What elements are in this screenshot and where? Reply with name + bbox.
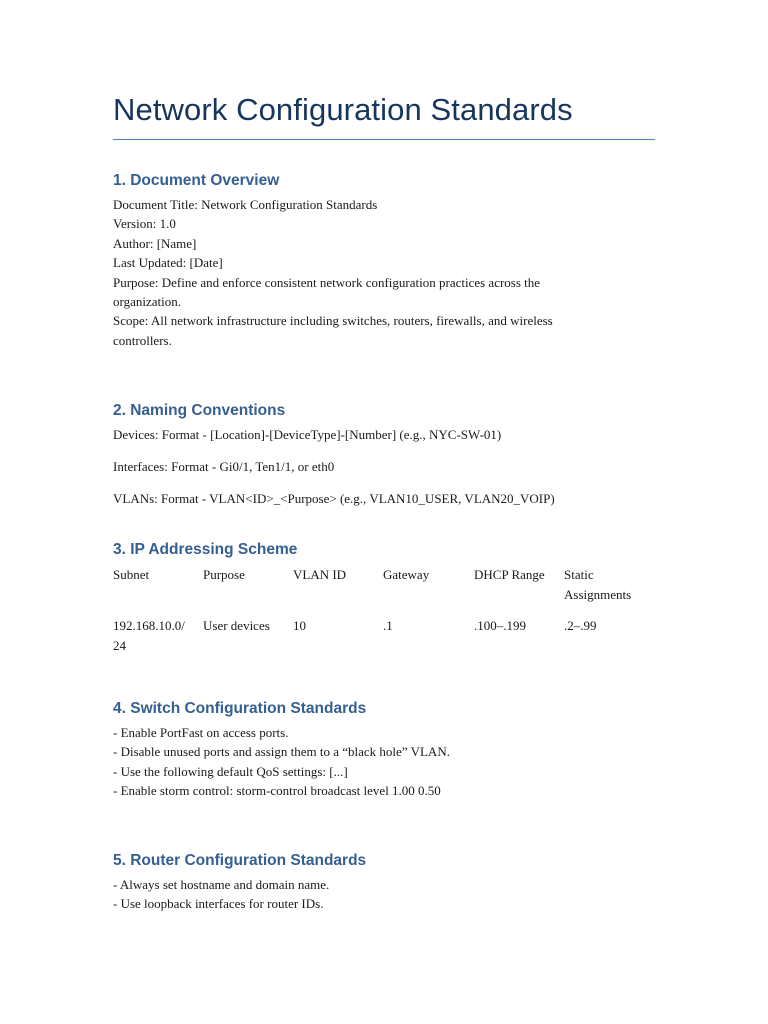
list-item: - Enable PortFast on access ports.	[113, 725, 289, 740]
table-header-cell: DHCP Range	[474, 567, 545, 582]
overview-line: Version: 1.0	[113, 216, 176, 232]
list-item: - Enable storm control: storm-control broadcast level 1.00 0.50	[113, 783, 441, 799]
section-heading-switch: 4. Switch Configuration Standards	[113, 700, 367, 717]
table-header-cell: Subnet	[113, 567, 150, 582]
table-header-cell: VLAN ID	[293, 567, 347, 582]
table-cell: 192.168.10.0/24	[113, 618, 185, 653]
overview-line: Document Title: Network Configuration Standards	[113, 197, 378, 212]
naming-interfaces: Interfaces: Format - Gi0/1, Ten1/1, or eth0	[113, 459, 335, 474]
overview-block	[113, 195, 658, 350]
list-item: - Use the following default QoS settings: [...]	[113, 763, 348, 779]
section-heading-ip: 3. IP Addressing Scheme	[113, 541, 298, 558]
table-cell: .1	[383, 618, 393, 633]
section-heading-router: 5. Router Configuration Standards	[113, 852, 367, 869]
overview-line: controllers.	[113, 332, 172, 348]
switch-list	[113, 723, 658, 801]
table-cell: .2–.99	[564, 618, 597, 633]
list-item: - Use loopback interfaces for router IDs.	[113, 896, 324, 912]
table-cell: User devices	[203, 618, 270, 633]
section-heading-naming: 2. Naming Conventions	[113, 402, 286, 419]
table-header-cell: Gateway	[383, 567, 430, 582]
overview-line: Purpose: Define and enforce consistent network configuration practices across the	[113, 274, 541, 290]
table-header-cell: Static Assignments	[564, 567, 632, 602]
naming-devices: Devices: Format - [Location]-[DeviceType]-[Number] (e.g., NYC-SW-01)	[113, 427, 502, 442]
overview-line: Scope: All network infrastructure including switches, routers, firewalls, and wireless	[113, 313, 553, 329]
table-cell: .100–.199	[474, 618, 526, 633]
overview-line: organization.	[113, 294, 181, 310]
title-underline	[113, 139, 655, 140]
table-cell: 10	[293, 618, 306, 633]
document-title: Network Configuration Standards	[113, 92, 573, 127]
naming-vlans: VLANs: Format - VLAN<ID>_<Purpose> (e.g., VLAN10_USER, VLAN20_VOIP)	[113, 491, 555, 506]
router-list	[113, 875, 658, 914]
table-header-cell: Purpose	[203, 567, 245, 582]
overview-line: Last Updated: [Date]	[113, 255, 223, 271]
list-item: - Disable unused ports and assign them to a “black hole” VLAN.	[113, 744, 450, 760]
overview-line: Author: [Name]	[113, 235, 197, 251]
section-heading-overview: 1. Document Overview	[113, 172, 280, 189]
list-item: - Always set hostname and domain name.	[113, 877, 330, 892]
